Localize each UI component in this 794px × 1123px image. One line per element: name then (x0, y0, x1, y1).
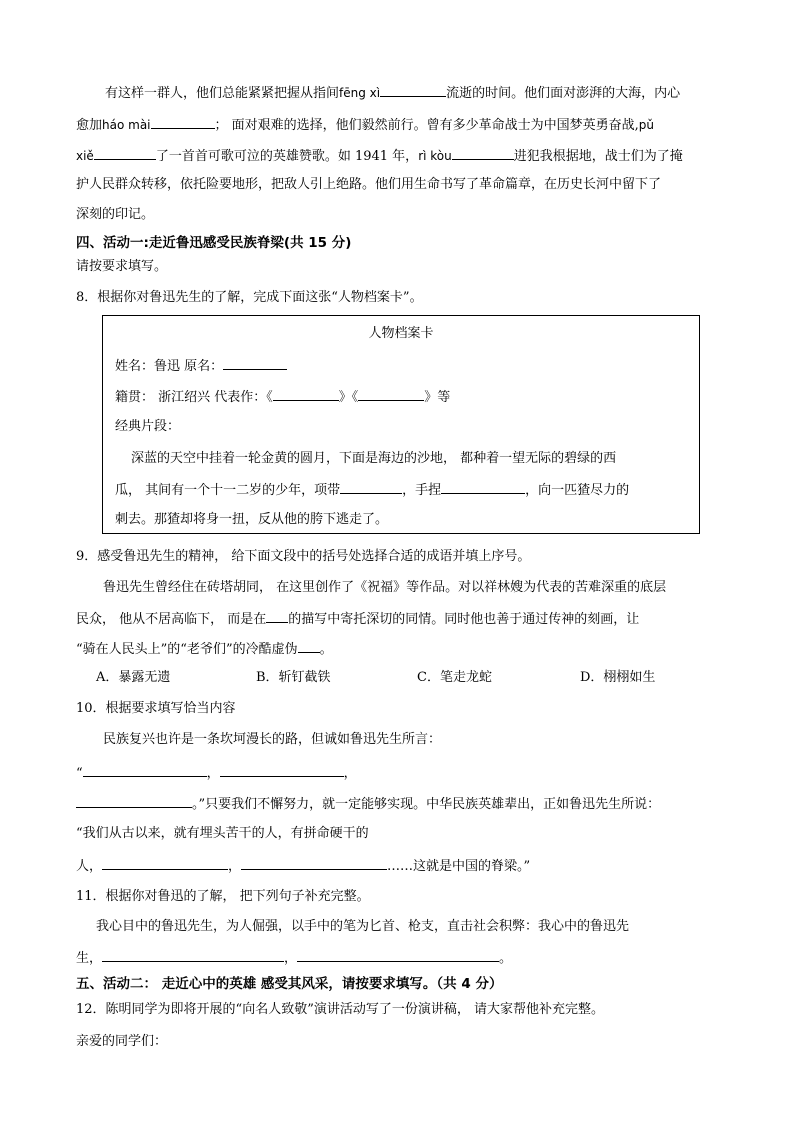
passage-line-2 (76, 114, 654, 136)
q12-greeting: 亲爱的同学们： (76, 1034, 168, 1049)
card-excerpt-line-2 (115, 479, 629, 501)
q10-text: ， (228, 859, 242, 874)
q10-blank-5[interactable] (241, 855, 387, 870)
q9-option-d[interactable]: D．栩栩如生 (580, 670, 656, 685)
answer-blank[interactable] (151, 114, 215, 129)
pinyin-pu: pǔ (638, 118, 655, 132)
answer-blank[interactable] (452, 145, 514, 160)
q9-option-c[interactable]: C．笔走龙蛇 (417, 670, 492, 685)
passage-line-3 (76, 145, 683, 167)
q10-prompt: 10．根据要求填写恰当内容 (76, 701, 236, 716)
work-blank-2[interactable] (358, 386, 424, 401)
q11-text: ， (284, 951, 298, 966)
profile-card (102, 315, 700, 534)
q10-text: “ (76, 766, 83, 781)
passage-text: 有这样一群人，他们总能紧紧把握从指间 (105, 86, 340, 101)
q10-blank-4[interactable] (102, 855, 228, 870)
q10-text: ， (206, 766, 220, 781)
q9-text: 民众， 他从不居高临下， 而是在 (76, 612, 267, 627)
section-5-heading: 五、活动二： 走近心中的英雄 感受其风采，请按要求填写。（共 4 分） (76, 976, 503, 992)
q9-prompt: 9．感受鲁迅先生的精神， 给下面文段中的括号处选择合适的成语并填上序号。 (76, 549, 531, 564)
q11-blank-1[interactable] (102, 947, 284, 962)
card-origin-label: 籍贯： 浙江绍兴 代表作：《 (115, 390, 273, 405)
passage-text: 进犯我根据地，战士们为了掩 (513, 149, 683, 164)
pinyin-haomai: háo mài (102, 118, 151, 132)
q9-text-line-3 (76, 638, 333, 660)
card-name-row (115, 355, 287, 377)
passage-line-5: 深刻的印记。 (76, 207, 155, 222)
q10-blank-2[interactable] (220, 762, 344, 777)
passage-text: 愈加 (76, 118, 103, 133)
passage-text: 流逝的时间。他们面对澎湃的大海，内心 (446, 86, 681, 101)
q10-text-line-3 (76, 793, 660, 815)
passage-line-1 (105, 82, 680, 104)
q11-blank-2[interactable] (297, 947, 499, 962)
q10-blank-3[interactable] (76, 793, 192, 808)
q10-text-line-1: 民族复兴也许是一条坎坷漫长的路，但诚如鲁迅先生所言： (103, 732, 442, 747)
q12-prompt: 12．陈明同学为即将开展的“向名人致敬”演讲活动写了一份演讲稿， 请大家帮他补充完整。 (76, 1002, 604, 1017)
work-blank-1[interactable] (273, 386, 339, 401)
card-origin-row (115, 386, 450, 408)
q11-text: 生， (76, 951, 103, 966)
q9-text: “骑在人民头上”的“老爷们”的冷酷虚伪 (76, 642, 298, 657)
pinyin-xie: xiě (76, 149, 94, 163)
card-name-label: 姓名：鲁迅 原名： (115, 359, 224, 374)
excerpt-text: ，手捏 (402, 483, 442, 498)
q10-text: 人， (76, 859, 103, 874)
card-separator: 》《 (338, 390, 359, 405)
q10-text: 。”只要我们不懈努力，就一定能够实现。中华民族英雄辈出，正如鲁迅先生所说： (192, 797, 661, 812)
q9-text-line-2 (76, 608, 639, 630)
passage-line-4: 护人民群众转移，依托险要地形，把敌人引上绝路。他们用生命书写了革命篇章，在历史长河中留下了 (76, 177, 662, 192)
q10-text: ……这就是中国的脊梁。” (387, 859, 531, 874)
q9-blank-2[interactable] (298, 638, 320, 653)
original-name-blank[interactable] (223, 355, 287, 370)
excerpt-blank-1[interactable] (340, 479, 402, 494)
q8-prompt: 8．根据你对鲁迅先生的了解，完成下面这张“人物档案卡”。 (76, 290, 423, 305)
q9-option-b[interactable]: B．斩钉截铁 (256, 670, 331, 685)
section-4-heading: 四、活动一:走近鲁迅感受民族脊梁(共 15 分) (76, 235, 352, 251)
q10-text-line-5 (76, 855, 530, 877)
q11-prompt: 11．根据你对鲁迅的了解， 把下列句子补充完整。 (76, 889, 370, 904)
q9-text: 。 (319, 642, 333, 657)
card-excerpt-line-3: 刺去。那猹却将身一扭，反从他的胯下逃走了。 (115, 512, 389, 527)
card-excerpt-line-1: 深蓝的天空中挂着一轮金黄的圆月，下面是海边的沙地， 都种着一望无际的碧绿的西 (131, 451, 617, 466)
q9-text: 的描写中寄托深切的同情。同时他也善于通过传神的刻画，让 (288, 612, 640, 627)
q10-text: ， (343, 766, 357, 781)
excerpt-text: ，向一匹猹尽力的 (525, 483, 630, 498)
pinyin-rikou: rì kòu (418, 149, 452, 163)
passage-text: ； 面对艰难的选择，他们毅然前行。曾有多少革命战士为中国梦英勇奋战, (214, 118, 639, 133)
q11-text: 。 (499, 951, 513, 966)
q10-text-line-2 (76, 762, 357, 784)
q9-blank-1[interactable] (266, 608, 288, 623)
answer-blank[interactable] (94, 145, 156, 160)
excerpt-blank-2[interactable] (441, 479, 525, 494)
q9-option-a[interactable]: A．暴露无遗 (96, 670, 171, 685)
profile-card-title: 人物档案卡 (368, 326, 434, 341)
card-origin-end: 》等 (424, 390, 451, 405)
excerpt-text: 瓜， 其间有一个十一二岁的少年，项带 (115, 483, 341, 498)
q10-text-line-4: “我们从古以来，就有埋头苦干的人，有拼命硬干的 (76, 826, 369, 841)
q9-text-line-1: 鲁迅先生曾经住在砖塔胡同， 在这里创作了《祝福》等作品。对以祥林嫂为代表的苦难深重的底层 (103, 580, 667, 595)
section-4-instruction: 请按要求填写。 (76, 259, 168, 274)
q11-text-line-2 (76, 947, 512, 969)
answer-blank[interactable] (380, 82, 446, 97)
q11-text-line-1: 我心目中的鲁迅先生，为人倔强，以手中的笔为匕首、枪支，直击社会积弊：我心中的鲁迅先 (96, 919, 630, 934)
pinyin-fengxi: fēng xì (339, 86, 381, 100)
q10-blank-1[interactable] (83, 762, 207, 777)
passage-text: 了一首首可歌可泣的英雄赞歌。如 1941 年， (155, 149, 419, 164)
card-excerpt-label: 经典片段： (115, 419, 181, 434)
